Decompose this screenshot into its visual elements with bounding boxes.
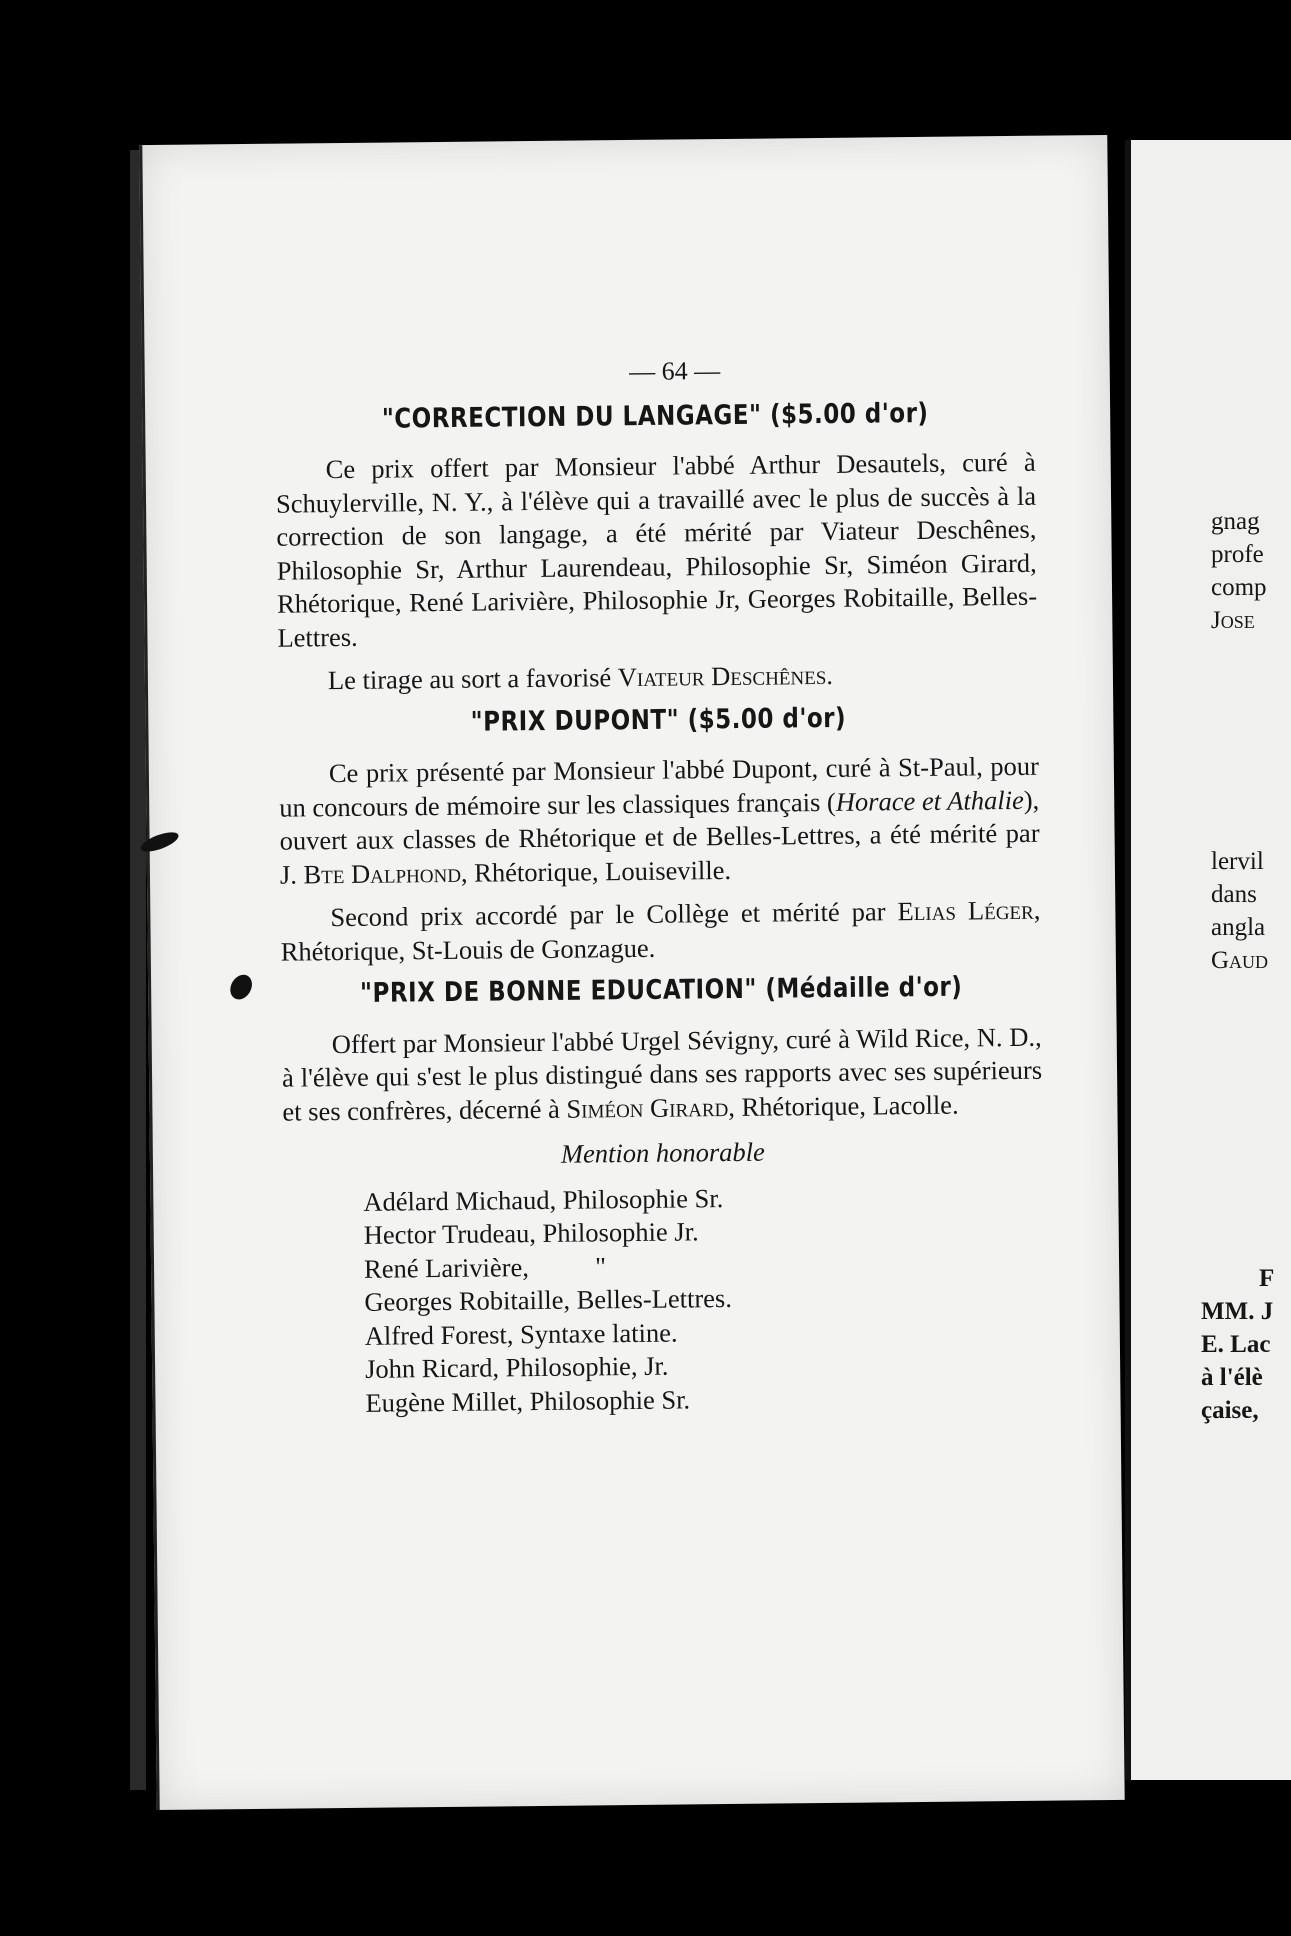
list-item: John Ricard, Philosophie, Jr. xyxy=(364,1350,669,1384)
heading-title: "CORRECTION DU LANGAGE" xyxy=(381,399,762,435)
fragment-line: lervil xyxy=(1211,848,1264,875)
fragment-line: angla xyxy=(1211,914,1266,941)
list-item: Georges Robitaille, Belles-Lettres. xyxy=(364,1282,733,1317)
ink-smudge xyxy=(226,971,256,1003)
fragment-line: dans xyxy=(1211,881,1257,908)
paragraph-correction-du-langage: Ce prix offert par Monsieur l'abbé Arthur Desautels, curé à Schuylerville, N. Y., à l'élève qui a travaillé avec le plus de succès à la correction de son langage, a été mérité par Viateur Deschênes, Philosophie Sr, Arthur Laurendeau, Philosophie Sr, Siméon Girard, Rhétorique, René Larivière, Philosophie Jr, Georges Robitaille, Belles-Lettres. xyxy=(275,446,1038,653)
paragraph-prix-dupont xyxy=(279,750,1040,892)
book-page-64 xyxy=(139,135,1124,1810)
fragment-line: MM. J xyxy=(1201,1298,1274,1325)
fragment-line: F xyxy=(1259,1265,1275,1292)
page-number: — 64 — xyxy=(629,356,721,386)
education-text-1: Offert par Monsieur l'abbé Urgel Sévigny, curé à Wild Rice, N. D., à l'élève qui s'est le plus distingué dans ses rapports avec ses supérieurs et ses confrères, décerné à xyxy=(281,1021,1043,1127)
list-item: Adélard Michaud, Philosophie Sr. xyxy=(363,1182,724,1217)
fragment-line: gnag xyxy=(1211,508,1260,535)
heading-prize: ($5.00 d'or) xyxy=(687,702,847,736)
dupont-works-title: Horace et Athalie xyxy=(835,784,1024,817)
heading-prize: (Médaille d'or) xyxy=(765,972,963,1005)
fragment-line: à l'élè xyxy=(1201,1364,1263,1391)
paragraph-second-prize xyxy=(280,894,1041,969)
dupont-text-2: ), ouvert aux classes de Rhétorique et de Belles-Lettres, a été mérité par J. xyxy=(279,784,1040,890)
page-text-block xyxy=(275,351,1046,1447)
education-text-2: , Rhétorique, Lacolle. xyxy=(728,1089,959,1122)
fragment-line: çaise, xyxy=(1201,1397,1259,1424)
education-winner: Siméon Girard xyxy=(566,1091,729,1124)
section-heading-bonne-education xyxy=(281,968,1041,1015)
dupont-winner: Bte Dalphond xyxy=(303,857,462,889)
second-prize-text-2: , Rhétorique, St-Louis de Gonzague. xyxy=(280,894,1041,967)
fragment-line: Jose xyxy=(1211,607,1255,634)
heading-title: "PRIX DUPONT" xyxy=(470,704,680,738)
dupont-text-3: , Rhétorique, Louiseville. xyxy=(460,854,732,888)
fragment-line: comp xyxy=(1211,574,1267,601)
paragraph-bonne-education xyxy=(282,1020,1043,1128)
section-heading-prix-dupont xyxy=(278,697,1038,744)
dupont-text-1: Ce prix présenté par Monsieur l'abbé Dupont, curé à St-Paul, pour un concours de mémoire sur les classiques français ( xyxy=(279,750,1040,823)
heading-title: "PRIX DE BONNE EDUCATION" xyxy=(359,974,758,1010)
adjacent-page-fragment xyxy=(1125,140,1291,1780)
mention-honorable-list xyxy=(363,1178,1045,1420)
draw-result xyxy=(278,657,1038,698)
section-heading-correction-du-langage xyxy=(275,393,1035,440)
second-prize-winner: Elias Léger xyxy=(897,894,1034,927)
fragment-line: profe xyxy=(1211,541,1264,568)
fragment-line: Gaud xyxy=(1211,947,1269,974)
second-prize-text-1: Second prix accordé par le Collège et mérité par xyxy=(330,896,898,933)
mention-honorable-title: Mention honorable xyxy=(560,1136,765,1169)
list-item: René Larivière, " xyxy=(363,1250,607,1284)
list-item: Hector Trudeau, Philosophie Jr. xyxy=(363,1216,699,1250)
draw-winner: Viateur Deschênes. xyxy=(617,659,834,693)
draw-prefix: Le tirage au sort a favorisé xyxy=(327,662,612,696)
list-item: Eugène Millet, Philosophie Sr. xyxy=(365,1383,691,1418)
list-item: Alfred Forest, Syntaxe latine. xyxy=(364,1317,678,1351)
heading-prize: ($5.00 d'or) xyxy=(769,397,929,431)
fragment-line: E. Lac xyxy=(1201,1331,1271,1358)
